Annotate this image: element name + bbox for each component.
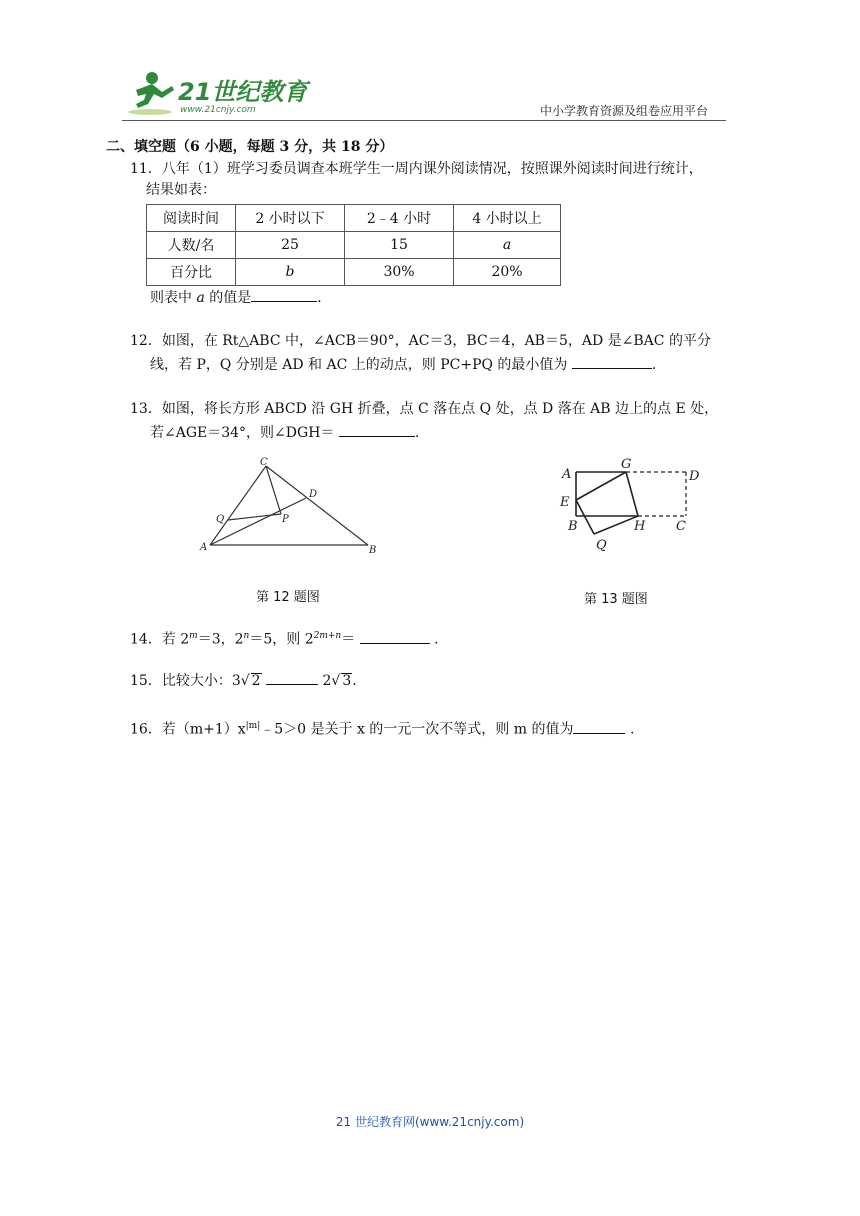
q11-line1: 11．八年（1）班学习委员调查本班学生一周内课外阅读情况，按照课外阅读时间进行统计， (130, 161, 703, 177)
figure-12-triangle (196, 456, 386, 560)
label-c: C (676, 519, 686, 534)
answer-blank[interactable] (266, 670, 318, 685)
label-q: Q (596, 538, 607, 553)
segment-ad (210, 498, 306, 545)
label-q: Q (216, 514, 225, 525)
table-cell: 百分比 (147, 259, 236, 286)
figure-13-rectangle-fold (556, 456, 706, 556)
label-h: H (634, 519, 646, 534)
label-g: G (621, 457, 632, 472)
table-cell: 人数/名 (147, 232, 236, 259)
segment-cb (266, 466, 368, 545)
q11-ask: 则表中 a 的值是 . (150, 287, 322, 308)
reading-table (146, 204, 561, 286)
label-p: P (282, 514, 289, 525)
q15-line: 15．比较大小：3√ 2 2√ 3. (130, 670, 357, 691)
label-b: B (369, 545, 377, 556)
table-row (147, 232, 561, 259)
q13-line1: 13．如图，将长方形 ABCD 沿 GH 折叠，点 C 落在点 Q 处，点 D 落在 AB 边上的点 E 处， (130, 401, 719, 417)
header-divider (122, 120, 726, 121)
svg-text:www.21cnjy.com: www.21cnjy.com (180, 105, 256, 115)
segment-ca (210, 466, 266, 545)
segment-qp (228, 514, 281, 520)
answer-blank[interactable] (360, 629, 430, 644)
q16-line: 16．若$(m+1)x^{|m|}﹣5>0$ 是关于 x 的一元一次不等式，则 m 的值为 . (130, 716, 634, 740)
svg-text:21世纪教育: 21世纪教育 (178, 78, 308, 106)
table-cell: 15 (345, 232, 454, 259)
site-logo (122, 68, 308, 120)
table-cell: 30% (345, 259, 454, 286)
answer-blank[interactable] (251, 287, 317, 302)
figure-12-caption: 第 12 题图 (256, 590, 320, 605)
sqrt-symbol: √ (331, 673, 341, 689)
table-cell: 阅读时间 (147, 205, 236, 232)
table-cell: b (236, 259, 345, 286)
table-row (147, 259, 561, 286)
table-cell: 25 (236, 232, 345, 259)
answer-blank[interactable] (573, 719, 625, 734)
q14-line: 14．若 $2^m=3$，$2^n=5$，则 $2^{2m+n}=$ . (130, 626, 439, 650)
q12-line2: 线，若 P，Q 分别是 AD 和 AC 上的动点，则 PC+PQ 的最小值为 . (150, 354, 656, 375)
label-a: A (200, 542, 208, 553)
table-cell: 4 小时以上 (454, 205, 561, 232)
label-c: C (260, 457, 268, 468)
label-d: D (309, 489, 318, 500)
table-cell: 20% (454, 259, 561, 286)
answer-blank[interactable] (572, 354, 652, 369)
label-b: B (568, 519, 578, 534)
answer-blank[interactable] (339, 422, 415, 437)
footer-link[interactable]: 21 世纪教育网(www.21cnjy.com) (335, 1115, 525, 1129)
table-cell: 2﹣4 小时 (345, 205, 454, 232)
table-header-row (147, 205, 561, 232)
label-d: D (689, 469, 700, 484)
q13-line2: 若∠AGE＝34°，则∠DGH＝ . (150, 422, 419, 443)
q11-line2: 结果如表： (146, 182, 216, 198)
label-e: E (560, 495, 570, 510)
figure-13-caption: 第 13 题图 (584, 592, 648, 607)
q12-line1: 12．如图，在 Rt△ABC 中，∠ACB＝90°，AC＝3，BC＝4，AB＝5，AD 是∠BAC 的平分 (130, 333, 711, 349)
sqrt-symbol: √ (240, 673, 250, 689)
segment-cp (266, 466, 281, 514)
label-a: A (562, 467, 572, 482)
section-title: 二、填空题（6 小题，每题 3 分，共 18 分） (106, 139, 394, 155)
table-cell: 2 小时以下 (236, 205, 345, 232)
table-cell: a (454, 232, 561, 259)
header-platform-text: 中小学教育资源及组卷应用平台 (540, 104, 709, 118)
